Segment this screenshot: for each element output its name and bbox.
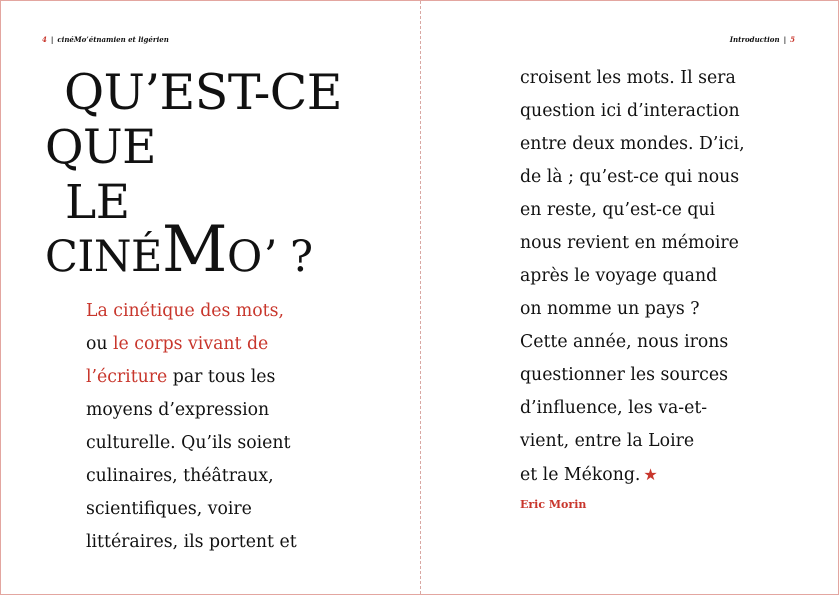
accent-phrase-2: le corps vivant de — [113, 334, 269, 354]
left-line-3-suffix: par tous les — [167, 367, 276, 387]
right-line: questionner les sources — [520, 365, 728, 385]
author-signature: Eric Morin — [520, 498, 587, 511]
title-question: ’ ? — [263, 232, 313, 282]
right-line: en reste, qu’est-ce qui — [520, 200, 716, 220]
left-line-2-prefix: ou — [86, 334, 114, 354]
right-line: on nomme un pays ? — [520, 299, 700, 319]
right-line: croisent les mots. Il sera — [520, 68, 736, 88]
left-line-4: moyens d’expression — [86, 400, 270, 420]
left-body-text — [86, 295, 386, 559]
right-line: entre deux mondes. D’ici, — [520, 134, 745, 154]
running-head-right — [730, 35, 795, 44]
left-line-6: culinaires, théâtraux, — [86, 466, 274, 486]
right-last-line — [520, 458, 810, 492]
page-number-right: 5 — [790, 35, 795, 44]
right-line: vient, entre la Loire — [520, 431, 695, 451]
title-o: O — [226, 232, 262, 282]
right-body-text — [520, 62, 810, 492]
accent-phrase-1: La cinétique des mots, — [86, 301, 284, 321]
title-line-3: LE — [65, 175, 130, 230]
left-line-2 — [86, 328, 386, 361]
publication-title: cinéMo’étnamien et ligérien — [57, 35, 169, 44]
right-line: question ici d’interaction — [520, 101, 740, 121]
right-line: d’influence, les va-et- — [520, 398, 708, 418]
page-number-left: 4 — [42, 35, 47, 44]
running-head-left — [42, 35, 169, 44]
accent-phrase-3: l’écriture — [86, 367, 168, 387]
right-last-line-text: et le Mékong. — [520, 465, 641, 485]
header-separator-right: | — [783, 35, 787, 44]
title-line-2: QUE — [45, 120, 156, 175]
right-line: nous revient en mémoire — [520, 233, 739, 253]
right-line: après le voyage quand — [520, 266, 718, 286]
title-line-1: QU’EST-CE — [64, 64, 343, 121]
title-cine: CINÉ — [45, 232, 162, 282]
left-line-8: littéraires, ils portent et — [86, 532, 297, 552]
right-line: Cette année, nous irons — [520, 332, 729, 352]
left-line-5: culturelle. Qu’ils soient — [86, 433, 291, 453]
page-title — [45, 65, 342, 285]
left-line-7: scientifiques, voire — [86, 499, 252, 519]
header-separator-left: | — [50, 35, 54, 44]
section-title: Introduction — [729, 35, 780, 44]
title-big-m: M — [161, 213, 227, 287]
right-line: de là ; qu’est-ce qui nous — [520, 167, 740, 187]
page-divider — [420, 1, 421, 594]
left-line-3 — [86, 361, 386, 394]
star-icon: ★ — [643, 465, 658, 484]
title-line-4 — [45, 213, 342, 287]
left-line-1 — [86, 295, 386, 328]
